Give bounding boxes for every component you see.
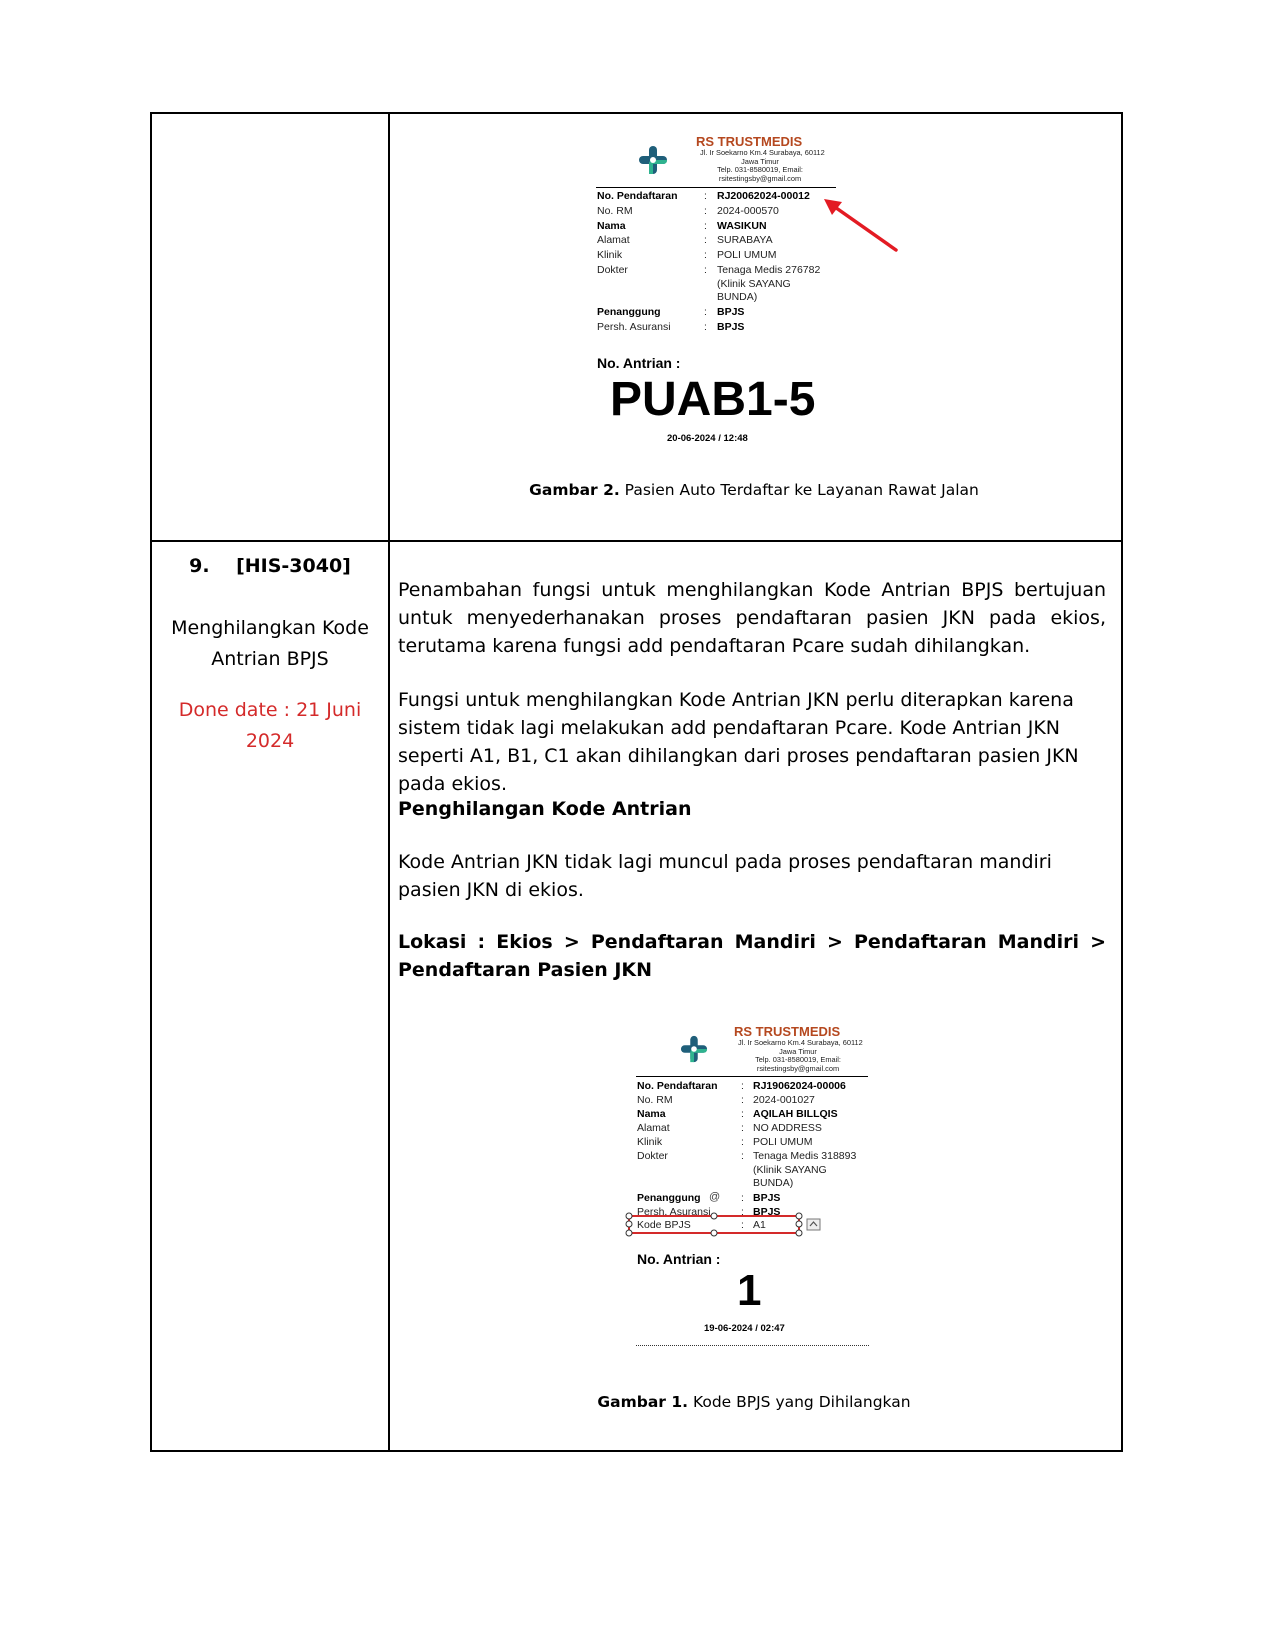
- item-header: [152, 551, 388, 757]
- queue-datetime: 20-06-2024 / 12:48: [667, 433, 748, 444]
- hospital-name: RS TRUSTMEDIS: [734, 1024, 841, 1039]
- section-heading: Penghilangan Kode Antrian: [398, 798, 692, 820]
- location-path: Lokasi : Ekios > Pendaftaran Mandiri > Pendaftaran Mandiri > Pendaftaran Pasien JKN: [398, 931, 1106, 981]
- queue-label: No. Antrian :: [637, 1251, 721, 1267]
- receipt-dotted-divider: [636, 1345, 869, 1346]
- item-title: Menghilangkan Kode Antrian BPJS: [171, 617, 369, 670]
- hospital-logo-icon: [638, 145, 668, 175]
- selection-highlight-box: [624, 1210, 824, 1240]
- paragraph-reason: Fungsi untuk menghilangkan Kode Antrian JKN perlu diterapkan karena sistem tidak lagi melakukan add pendaftaran Pcare. Kode Antrian JKN seperti A1, B1, C1 akan dihilangkan dari proses pendaftaran pasien JKN pada ekios.: [398, 689, 1079, 795]
- hospital-logo-icon: [680, 1035, 708, 1063]
- queue-datetime: 19-06-2024 / 02:47: [704, 1323, 785, 1334]
- done-date: Done date : 21 Juni 2024: [178, 699, 362, 752]
- hospital-name: RS TRUSTMEDIS: [696, 134, 803, 149]
- hospital-address: Jl. Ir Soekarno Km.4 Surabaya, 60112 Jawa Timur Telp. 031-8580019, Email: rsitestingsby@gmail.com: [738, 1038, 863, 1073]
- receipt-divider: [636, 1076, 868, 1077]
- queue-label: No. Antrian :: [597, 355, 681, 371]
- row-divider: [152, 540, 1121, 542]
- queue-number: PUAB1-5: [610, 373, 816, 426]
- hospital-address: Jl. Ir Soekarno Km.4 Surabaya, 60112 Jawa Timur Telp. 031-8580019, Email: rsitestingsby@gmail.com: [700, 148, 825, 183]
- paragraph-result: Kode Antrian JKN tidak lagi muncul pada proses pendaftaran mandiri pasien JKN di ekios.: [398, 851, 1052, 901]
- anchor-icon: @: [709, 1191, 721, 1203]
- queue-number: 1: [737, 1266, 762, 1315]
- figure-caption-top: Gambar 2. Pasien Auto Terdaftar ke Layanan Rawat Jalan: [529, 481, 979, 499]
- figure-caption-bottom: Gambar 1. Kode BPJS yang Dihilangkan: [597, 1393, 911, 1411]
- receipt-divider: [596, 187, 836, 188]
- red-arrow-icon: [820, 195, 900, 255]
- item-number-code: 9. [HIS-3040]: [189, 555, 351, 577]
- paragraph-purpose: Penambahan fungsi untuk menghilangkan Kode Antrian BPJS bertujuan untuk menyederhanakan proses pendaftaran pasien JKN pada ekios, terutama karena fungsi add pendaftaran Pcare sudah dihilangkan.: [398, 579, 1106, 657]
- column-divider: [388, 114, 390, 1450]
